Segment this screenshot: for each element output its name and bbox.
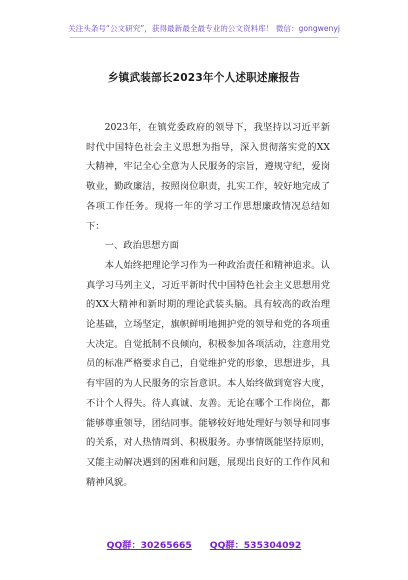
intro-paragraph: 2023年，在镇党委政府的领导下，我坚持以习近平新时代中国特色社会主义思想为指导，深入贯彻落实党的XX大精神，牢记全心全意为人民服务的宗旨，遵规守纪，爱岗敬业，勤政廉洁，按照岗位职责，扎实工作，较好地完成了各项工作任务。现将一年的学习工作思想廉政情况总结如下： <box>86 122 330 232</box>
body-paragraph: 本人始终把理论学习作为一种政治责任和精神追求。认真学习马列主义，习近平新时代中国特色社会主义思想用党的XX大精神和新时期的理论武装头脑。具有较高的政治理论基础，立场坚定，旗帜鲜明地拥护党的领导和党的各项重大决定。自觉抵制不良倾向，积极参加各项活动，注意用党员的标准严格要求自己，自觉维护党的形象，思想进步，具有牢固的为人民服务的宗旨意识。本人始终做到宽容大度，不计个人得失。待人真诚、友善。无论在哪个工作岗位，都能够尊重领导，团结同事。能够较好地处理好与领导和同事的关系，对人热情周到、积极服务。办事情既能坚持原则，又能主动解决遇到的困难和问题，展现出良好的工作作风和精神风貌。 <box>86 259 330 488</box>
qq-group-2: QQ群：535304092 <box>209 540 302 551</box>
qq-group-1: QQ群：30265665 <box>106 540 192 551</box>
document-body <box>86 118 330 492</box>
header-note: 关注头条号“公文研究”，获得最新最全最专业的公文资料库！ 微信：gongwenyj <box>68 24 340 33</box>
footer <box>0 537 408 551</box>
section-heading: 一、政治思想方面 <box>104 240 179 252</box>
header-divider <box>70 37 338 38</box>
document-title: 乡镇武装部长2023年个人述职述廉报告 <box>107 72 301 84</box>
